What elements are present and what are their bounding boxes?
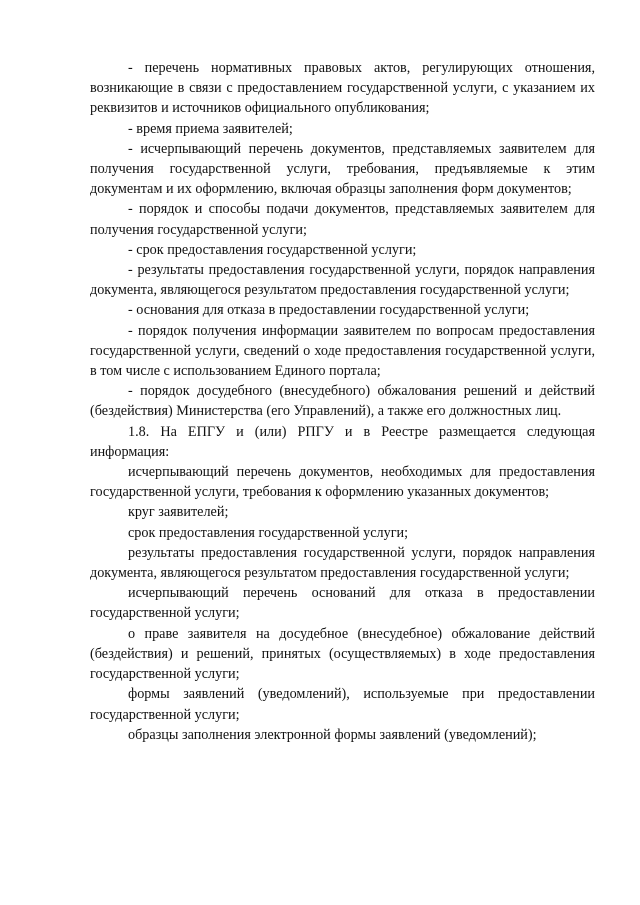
section-heading-1-8: 1.8. На ЕПГУ и (или) РПГУ и в Реестре размещается следующая информация: [90,423,595,460]
paragraph-service-term: - срок предоставления государственной услуги; [128,241,417,258]
paragraph-required-documents: исчерпывающий перечень документов, необходимых для предоставления государственной услуги, требования к оформлению указанных документов; [90,464,595,501]
paragraph-refusal-list: исчерпывающий перечень оснований для отказа в предоставлении государственной услуги; [90,585,595,622]
paragraph-form-samples: образцы заполнения электронной формы заявлений (уведомлений); [128,726,537,743]
paragraph-appeal-procedure: - порядок досудебного (внесудебного) обжалования решений и действий (бездействия) Министерства (его Управлений), а также его должностных лиц. [90,383,595,420]
paragraph-results: результаты предоставления государственной услуги, порядок направления документа, являющегося результатом предоставления государственной услуги; [90,544,595,582]
paragraph-refusal-grounds: - основания для отказа в предоставлении государственной услуги; [128,302,530,319]
paragraph-appeal-right: о праве заявителя на досудебное (внесудебное) обжалование действий (бездействия) и решений, принятых (осуществляемых) в ходе предоставления государственной услуги; [90,625,595,683]
paragraph-term: срок предоставления государственной услуги; [128,524,409,541]
paragraph-application-forms: формы заявлений (уведомлений), используемые при предоставлении государственной услуги; [90,686,595,723]
paragraph-reception-time: - время приема заявителей; [128,120,293,137]
paragraph-service-results: - результаты предоставления государственной услуги, порядок направления документа, являющегося результатом предоставления государственной услуги; [90,262,595,299]
paragraph-legal-acts-list: - перечень нормативных правовых актов, регулирующих отношения, возникающие в связи с предоставлением государственной услуги, с указанием их реквизитов и источников официального опубликования; [90,60,595,117]
paragraph-submission-procedure: - порядок и способы подачи документов, представляемых заявителем для получения государственной услуги; [90,201,595,238]
document-page [90,58,595,745]
paragraph-documents-list: - исчерпывающий перечень документов, представляемых заявителем для получения государственной услуги, требования, предъявляемые к этим документам и их оформлению, включая образцы заполнения форм документов; [90,140,595,198]
paragraph-information-procedure: - порядок получения информации заявителем по вопросам предоставления государственной услуги, сведений о ходе предоставления государственной услуги, в том числе с использованием Единого портала; [90,322,595,380]
paragraph-applicants: круг заявителей; [128,504,229,521]
